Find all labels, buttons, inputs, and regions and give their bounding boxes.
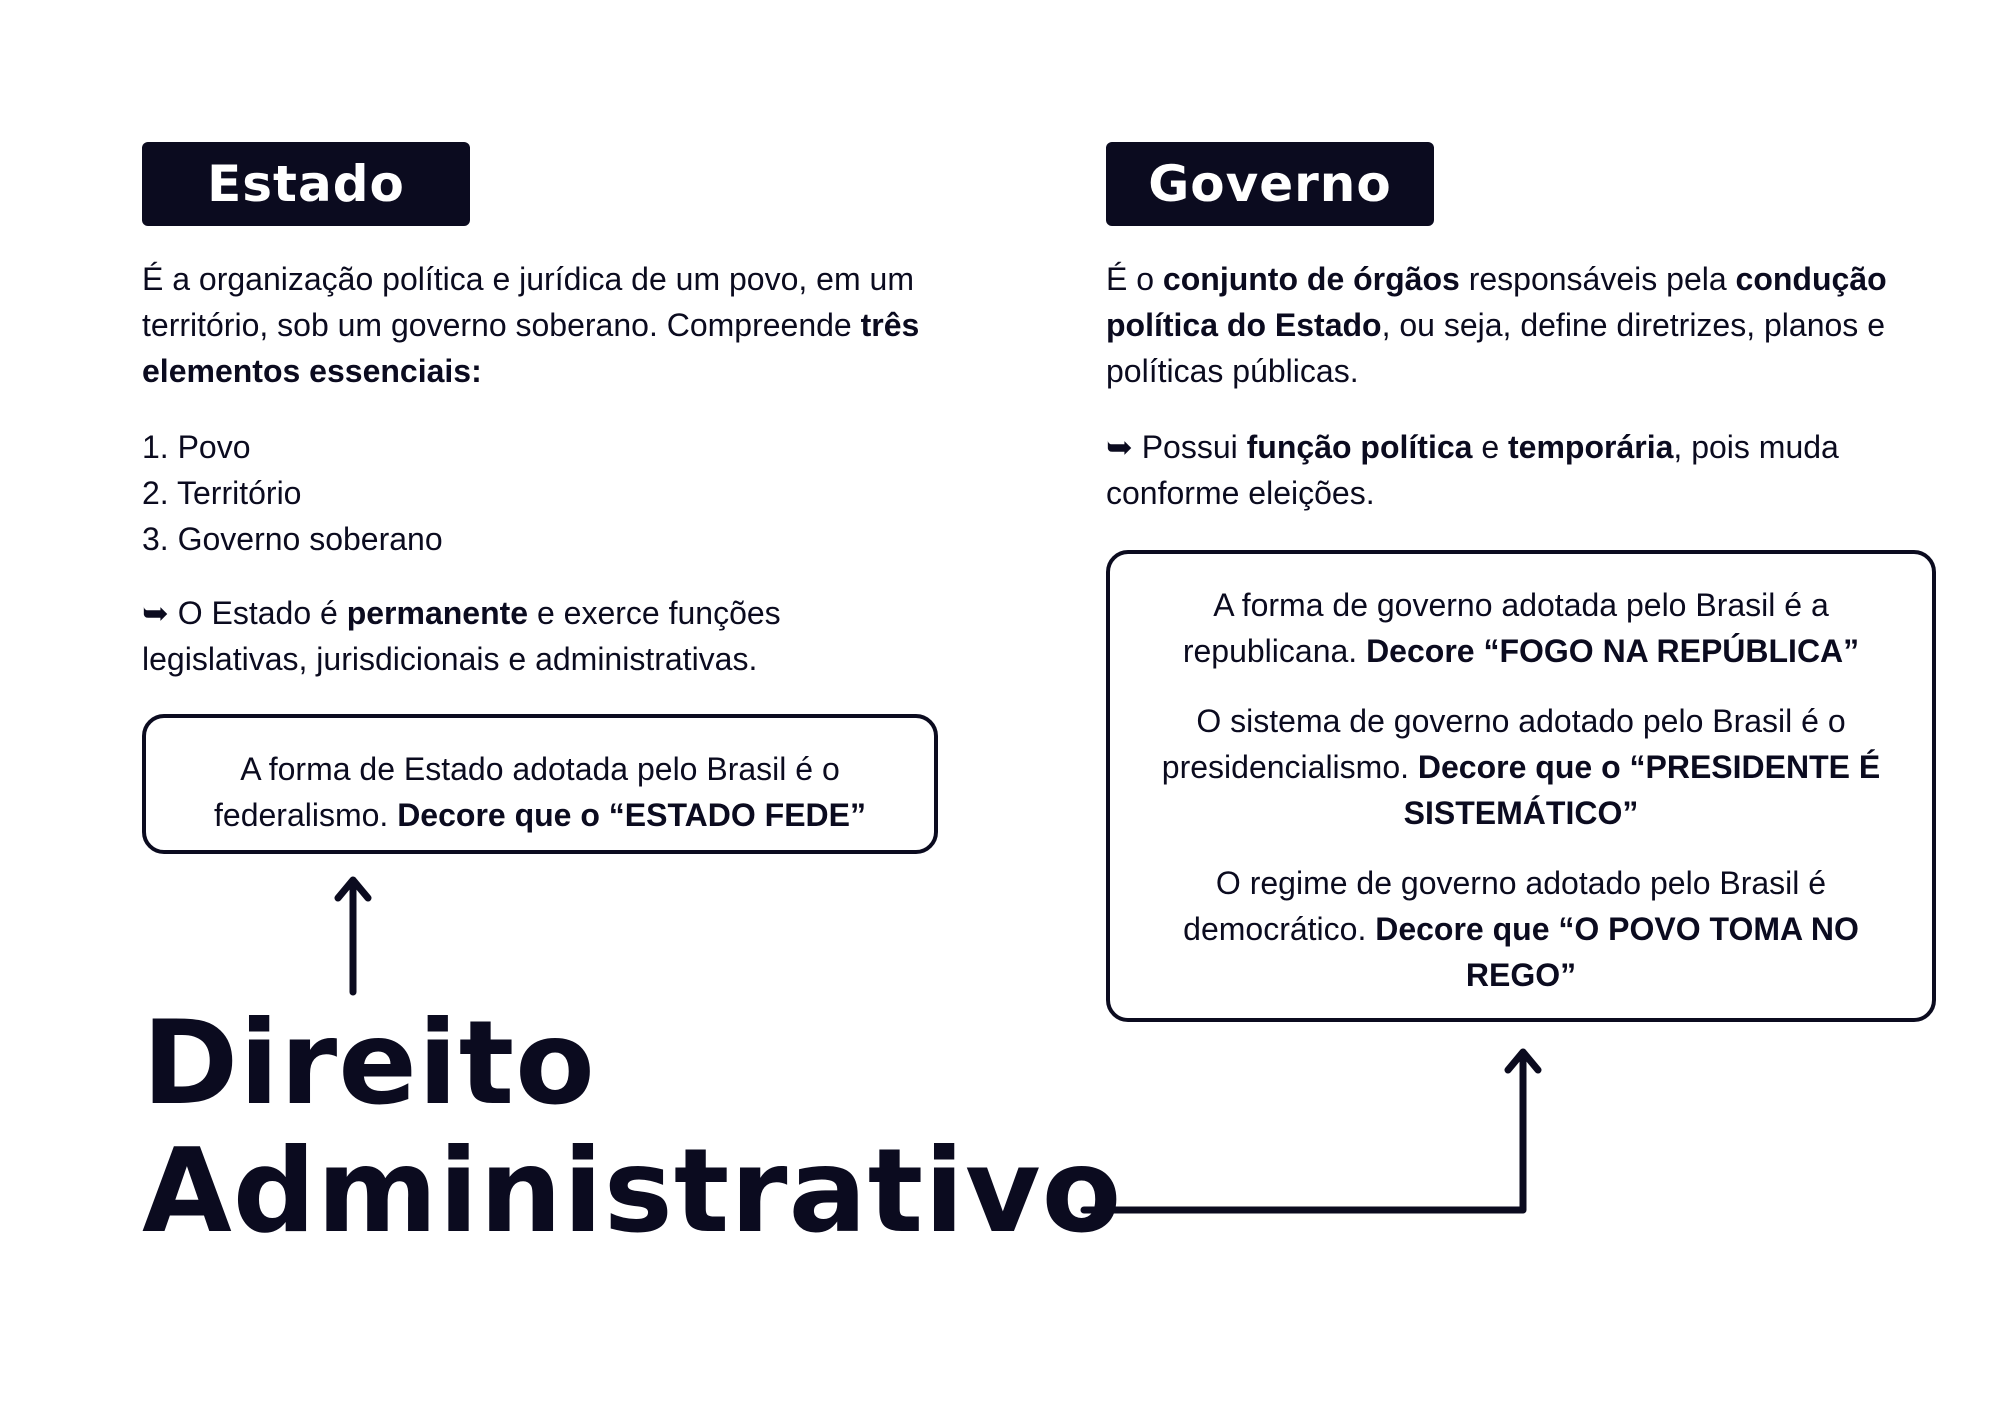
estado-note-suffix: e exerce funções legislativas, jurisdicionais e administrativas. [142,595,781,677]
governo-note-text-2: e [1472,429,1509,465]
list-item: 2. Território [142,475,302,511]
governo-intro-text-1: É o [1106,261,1163,297]
governo-box-1-text: A forma de governo adotada pelo Brasil é a republicana. [1182,587,1829,669]
governo-box-2-text: O sistema de governo adotado pelo Brasil é o presidencialismo. [1161,703,1846,785]
arrow-to-governo-icon [1084,1052,1538,1210]
arrow-up-to-estado-icon [338,880,368,992]
governo-intro-bold-1: conjunto de órgãos [1162,261,1460,297]
governo-intro-bold-2: condução política do Estado [1106,261,1887,343]
governo-intro-text-2: responsáveis pela [1459,261,1736,297]
estado-note-prefix: ➥ O Estado é [142,595,347,631]
title-line-2: Administrativo [142,1124,1123,1259]
title-line-1: Direito [142,996,596,1131]
governo-note-bold-1: função política [1246,429,1473,465]
governo-intro-text-3: , ou seja, define diretrizes, planos e políticas públicas. [1106,307,1885,389]
governo-badge-label: Governo [1148,155,1392,213]
estado-box-text: A forma de Estado adotada pelo Brasil é o federalismo. [214,751,840,833]
governo-box-2-bold: Decore que o “PRESIDENTE É SISTEMÁTICO” [1403,749,1881,831]
list-item: 1. Povo [142,429,251,465]
governo-note-text-3: , pois muda conforme eleições. [1106,429,1839,511]
estado-intro-bold: três elementos essenciais: [142,307,920,389]
governo-box-1-bold: Decore “FOGO NA REPÚBLICA” [1366,633,1860,669]
estado-note-bold: permanente [346,595,529,631]
governo-note-bold-2: temporária [1508,429,1674,465]
estado-intro-text: É a organização política e jurídica de um povo, em um território, sob um governo soberano. Compreende [142,261,914,343]
list-item: 3. Governo soberano [142,521,443,557]
estado-badge-label: Estado [207,155,405,213]
governo-box-3-text: O regime de governo adotado pelo Brasil é democrático. [1183,865,1827,947]
governo-box-3-bold: Decore que “O POVO TOMA NO REGO” [1375,911,1859,993]
estado-box-bold: Decore que o “ESTADO FEDE” [397,797,866,833]
governo-note-text-1: ➥ Possui [1106,429,1247,465]
